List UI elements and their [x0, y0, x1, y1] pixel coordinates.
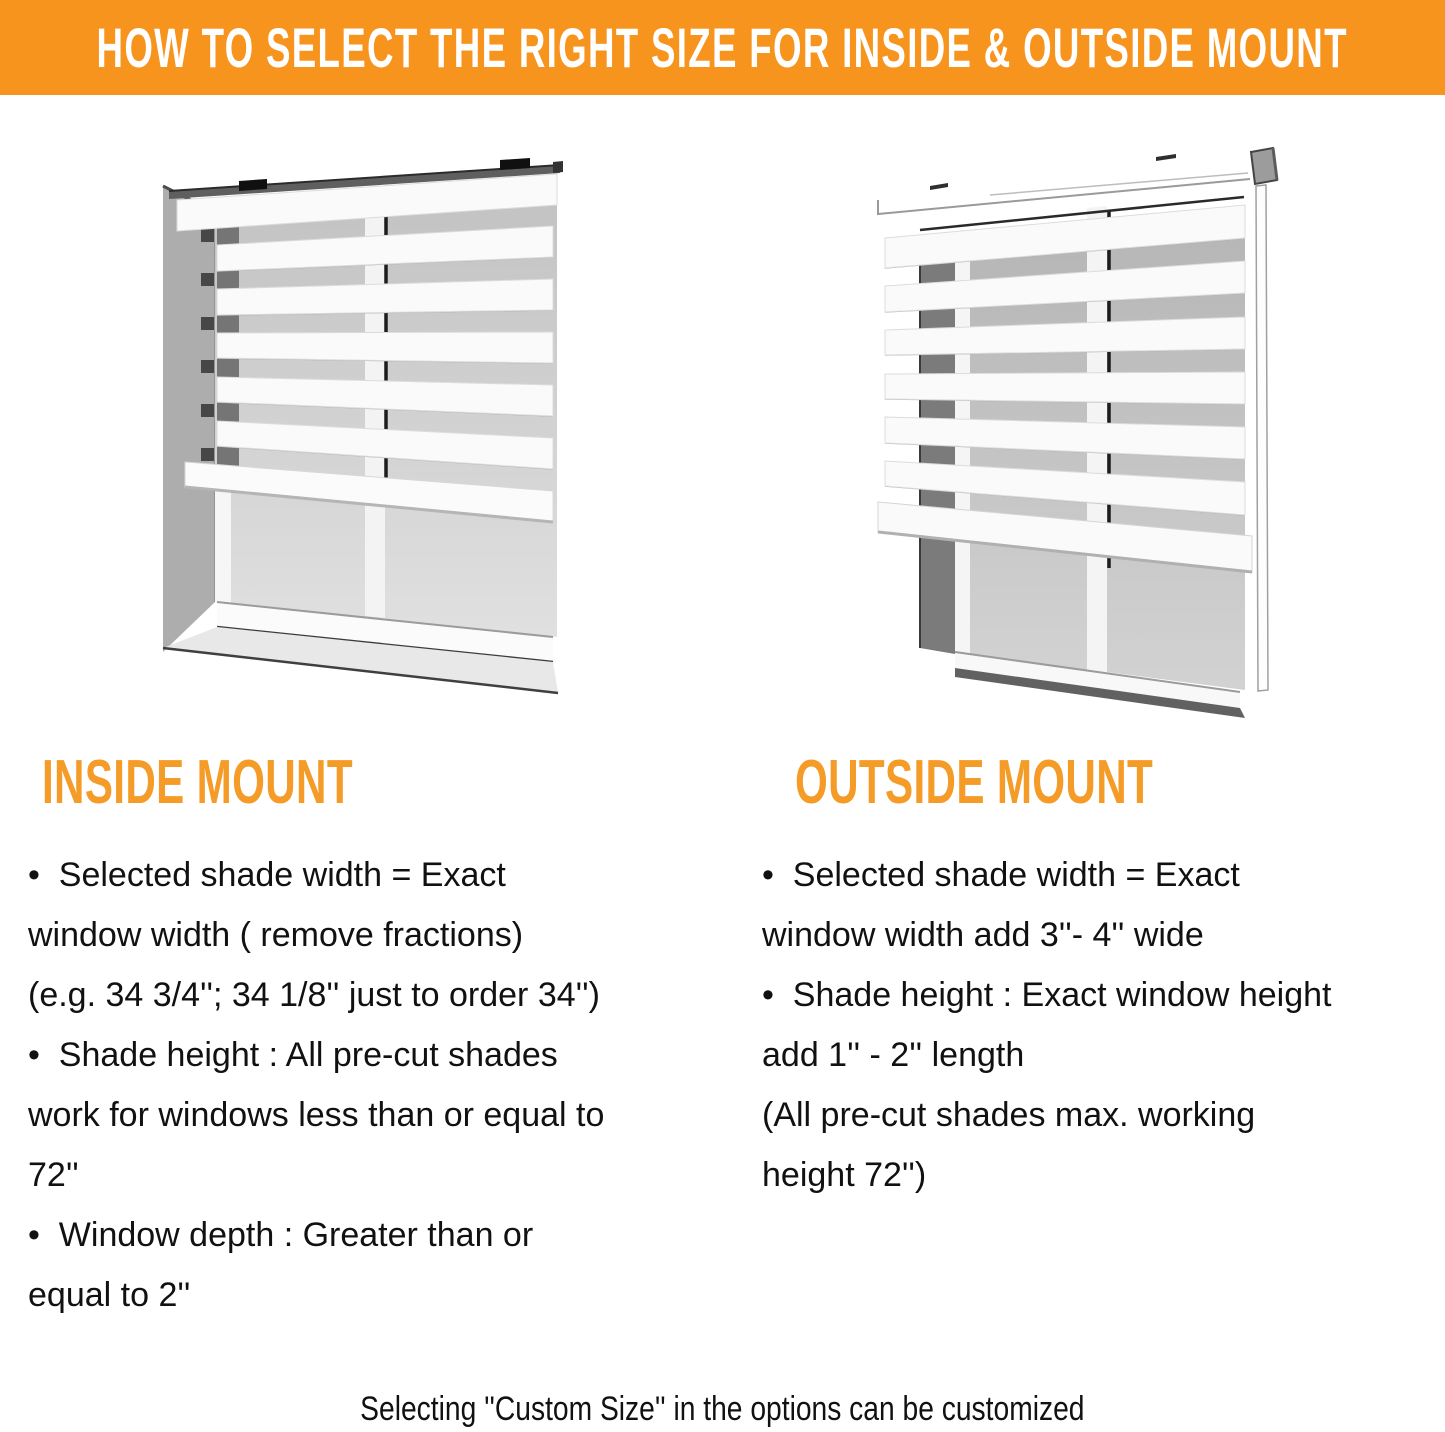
outside-mount-heading: OUTSIDE MOUNT — [795, 748, 1154, 817]
text-line: • Window depth : Greater than or — [28, 1216, 534, 1254]
text-line: add 1'' - 2'' length — [762, 1036, 1025, 1074]
outside-mount-illustration — [860, 140, 1300, 730]
header-banner-title: HOW TO SELECT THE RIGHT SIZE FOR INSIDE & OUTSIDE MOUNT — [96, 16, 1349, 79]
text-line: (All pre-cut shades max. working — [762, 1096, 1256, 1134]
text-line: equal to 2'' — [28, 1276, 191, 1314]
text-line: work for windows less than or equal to — [28, 1096, 605, 1134]
text-line: window width add 3''- 4'' wide — [762, 916, 1204, 954]
text-line: • Selected shade width = Exact — [762, 856, 1240, 894]
text-line: 72'' — [28, 1156, 79, 1194]
outside-mount-instructions — [762, 845, 1442, 1205]
text-line: height 72'') — [762, 1156, 927, 1194]
mounting-bracket — [1251, 148, 1277, 184]
header-banner — [0, 0, 1445, 95]
text-line: (e.g. 34 3/4''; 34 1/8'' just to order 34'') — [28, 976, 600, 1014]
text-line: • Shade height : All pre-cut shades — [28, 1036, 558, 1074]
inside-mount-illustration — [155, 150, 565, 700]
text-line: • Shade height : Exact window height — [762, 976, 1332, 1014]
window-frame — [163, 186, 215, 652]
window-frame-right-edge — [1256, 185, 1268, 691]
text-line: • Selected shade width = Exact — [28, 856, 506, 894]
text-line: window width ( remove fractions) — [28, 916, 524, 954]
inside-mount-instructions — [28, 845, 728, 1325]
custom-size-note — [0, 1387, 1445, 1431]
wall-trim — [878, 154, 1250, 215]
custom-size-note-text: Selecting ''Custom Size'' in the options can be customized — [360, 1390, 1085, 1428]
inside-mount-heading: INSIDE MOUNT — [42, 748, 353, 817]
